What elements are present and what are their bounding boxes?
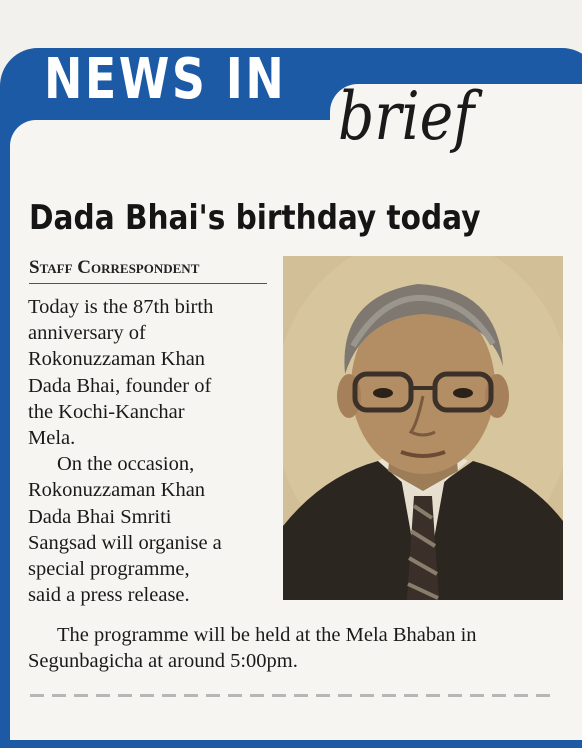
text-line: Rokonuzzaman Khan [28, 479, 206, 502]
text-line: Rokonuzzaman Khan [28, 348, 206, 371]
portrait-photo [283, 256, 563, 600]
text-line: Dada Bhai, founder of [28, 374, 212, 397]
text-line: The programme will be held at the Mela Bhaban in [57, 624, 477, 646]
article-column-text [28, 294, 278, 608]
text-line: Today is the 87th birth [28, 296, 214, 318]
byline-divider [29, 283, 267, 284]
section-title-news-in: NEWS IN [44, 47, 287, 112]
text-line: Mela. [28, 427, 76, 450]
next-article-edge [30, 690, 550, 698]
article-full-width-text [28, 622, 568, 674]
article-headline: Dada Bhai's birthday today [29, 198, 481, 238]
text-line: special programme, [28, 558, 190, 581]
text-line: Segunbagicha at around 5:00pm. [28, 650, 298, 673]
section-title-brief: brief [338, 78, 475, 155]
text-line: the Kochi-Kanchar [28, 400, 185, 423]
text-line: anniversary of [28, 322, 146, 345]
text-line: said a press release. [28, 584, 190, 607]
portrait-photo-illustration [283, 256, 563, 600]
text-line: Sangsad will organise a [28, 531, 222, 554]
text-line: Dada Bhai Smriti [28, 505, 172, 528]
article-byline: Staff Correspondent [29, 257, 200, 278]
text-line: On the occasion, [57, 453, 195, 476]
